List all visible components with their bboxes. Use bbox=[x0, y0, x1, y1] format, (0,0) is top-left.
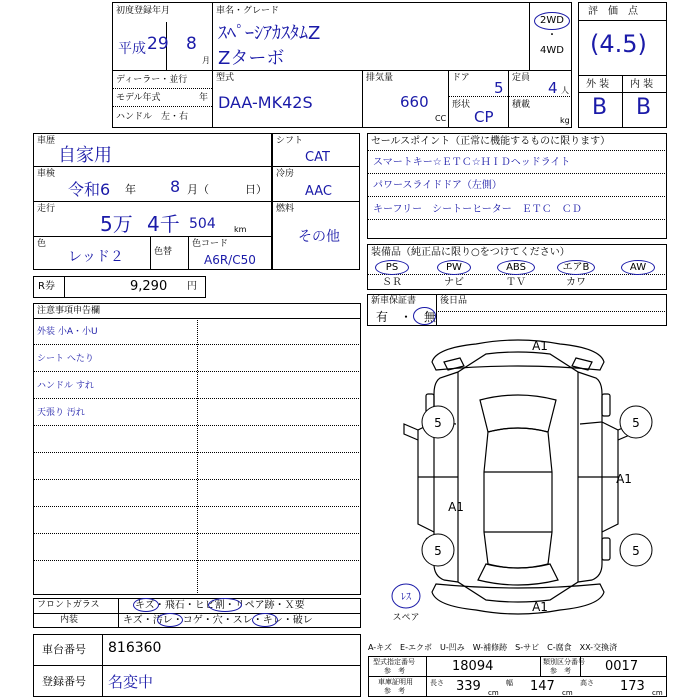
type-designation-value: 18094 bbox=[452, 659, 494, 674]
inspection-day-unit: 日） bbox=[245, 183, 267, 196]
spare-circled: ﾚｽ bbox=[401, 592, 411, 603]
cert-sub: 参 考 bbox=[384, 687, 405, 695]
displacement-value: 660 bbox=[400, 93, 429, 111]
width-unit: cm bbox=[562, 689, 573, 697]
history-value: 自家用 bbox=[58, 145, 112, 166]
recycle-value: 9,290 bbox=[130, 279, 168, 294]
shape-label: 形状 bbox=[452, 100, 471, 110]
color-value: レッド２ bbox=[68, 249, 124, 265]
damage-mark: A1 bbox=[616, 472, 632, 486]
katashiki-value: DAA-MK42S bbox=[218, 93, 313, 112]
cc-unit: CC bbox=[435, 114, 447, 123]
inspection-month: 8 bbox=[170, 177, 181, 196]
damage-mark: 5 bbox=[632, 544, 640, 558]
color-change-label: 色替 bbox=[154, 247, 173, 257]
note-line: 天張り 汚れ bbox=[37, 408, 85, 418]
interior-circle bbox=[157, 613, 183, 627]
sales-point-line: スマートキー☆ＥＴＣ☆ＨＩＤヘッドライト bbox=[373, 157, 571, 168]
drive-2wd: 2WD bbox=[540, 15, 564, 26]
sales-point-line: パワースライドドア（左側） bbox=[373, 180, 502, 191]
inspection-era: 令和6 bbox=[68, 180, 111, 199]
glass-circle bbox=[133, 598, 159, 612]
interior-label: 内 装 bbox=[630, 79, 654, 90]
equipment-label: 装備品（純正品に限り○をつけてください） bbox=[371, 247, 570, 258]
capacity-value: 4 bbox=[548, 79, 558, 97]
fuel-value: その他 bbox=[298, 229, 340, 245]
car-diagram bbox=[368, 332, 668, 622]
damage-mark: A1 bbox=[532, 339, 548, 353]
first-reg-month-unit: 月 bbox=[202, 56, 210, 65]
mileage-rest: 504 bbox=[189, 216, 216, 232]
score-label: 評 価 点 bbox=[588, 6, 638, 17]
model-year-unit: 年 bbox=[199, 93, 209, 103]
model-year-label: モデル年式 bbox=[116, 93, 161, 103]
load-label: 積載 bbox=[512, 100, 531, 110]
cooler-value: AAC bbox=[305, 184, 332, 199]
interior-circle bbox=[252, 613, 278, 627]
height-label: 高さ bbox=[580, 679, 594, 687]
handle-label: ハンドル 左・右 bbox=[116, 112, 189, 122]
interior-score: B bbox=[636, 95, 652, 120]
height-unit: cm bbox=[652, 689, 663, 697]
drive-dot: ・ bbox=[547, 30, 557, 41]
type-designation-label: 型式指定番号 bbox=[373, 658, 415, 666]
registration-label: 登録番号 bbox=[42, 675, 86, 688]
note-line: 外装 小A・小U bbox=[37, 327, 98, 337]
interior-row-text: キズ・汚レ・コゲ・穴・スレ・キレ・破レ bbox=[123, 615, 313, 626]
equip-airbag: エアB bbox=[562, 262, 590, 273]
door-label: ドア bbox=[452, 73, 470, 83]
registration-value: 名変中 bbox=[108, 673, 154, 691]
later-items-label: 後日品 bbox=[440, 296, 468, 306]
mileage-sen: 4千 bbox=[147, 212, 180, 236]
damage-mark: 5 bbox=[632, 416, 640, 430]
dealer-label: ディーラー・並行 bbox=[116, 75, 188, 85]
type-designation-sub: 参 考 bbox=[384, 667, 405, 675]
cert-label: 車庫証明用 bbox=[378, 678, 413, 686]
first-reg-label: 初度登録年月 bbox=[116, 6, 171, 16]
drive-4wd: 4WD bbox=[540, 45, 564, 56]
glass-circle bbox=[208, 598, 242, 612]
exterior-label: 外 装 bbox=[586, 79, 610, 90]
km-unit: km bbox=[234, 225, 247, 234]
score-value: (4.5) bbox=[590, 30, 647, 58]
width-label: 幅 bbox=[506, 679, 513, 687]
height-value: 173 bbox=[620, 679, 645, 694]
name-grade-label: 車名・グレード bbox=[216, 6, 280, 16]
note-line: シート へたり bbox=[37, 354, 94, 364]
glass-label: フロントガラス bbox=[37, 600, 100, 610]
notes-label: 注意事項申告欄 bbox=[37, 306, 101, 316]
damage-mark: 5 bbox=[434, 544, 442, 558]
inspection-year-unit: 年 bbox=[125, 183, 136, 196]
equip-aw: AW bbox=[629, 262, 647, 273]
shape-value: CP bbox=[474, 108, 494, 126]
shift-value: CAT bbox=[305, 150, 330, 165]
displacement-label: 排気量 bbox=[366, 73, 394, 83]
damage-mark: A1 bbox=[532, 600, 548, 614]
katashiki-label: 型式 bbox=[216, 73, 235, 83]
equip-tv: ＴＶ bbox=[506, 277, 526, 288]
legend-text: A-キズ E-エクボ U-凹み W-補修跡 S-サビ C-腐食 XX-交換済 bbox=[368, 643, 618, 652]
sales-points-label: セールスポイント（正常に機能するものに限ります） bbox=[371, 136, 611, 147]
mileage-label: 走行 bbox=[37, 204, 56, 214]
inspection-month-unit: 月（ bbox=[187, 183, 209, 196]
exterior-score: B bbox=[592, 95, 608, 120]
warranty-value: 有 ・ 無 bbox=[376, 310, 437, 324]
equip-ps: PS bbox=[385, 262, 399, 273]
equip-pw: PW bbox=[446, 262, 462, 273]
inspection-label: 車検 bbox=[37, 169, 56, 179]
first-reg-month: 8 bbox=[186, 34, 197, 54]
spare-label: スペア bbox=[392, 613, 420, 622]
category-label: 類別区分番号 bbox=[543, 658, 585, 666]
car-grade: Zターボ bbox=[218, 48, 285, 69]
first-reg-year: 29 bbox=[147, 34, 169, 54]
color-code-value: A6R/C50 bbox=[204, 253, 256, 267]
header-box bbox=[112, 2, 572, 128]
interior-row-label: 内装 bbox=[60, 615, 79, 625]
chassis-value: 816360 bbox=[108, 640, 162, 656]
mileage-man: 5万 bbox=[100, 212, 133, 236]
capacity-unit: 人 bbox=[561, 86, 569, 95]
length-value: 339 bbox=[456, 679, 481, 694]
car-name: ｽﾍﾟｰｼｱｶｽﾀﾑZ bbox=[218, 23, 321, 44]
door-value: 5 bbox=[494, 79, 504, 97]
category-value: 0017 bbox=[605, 659, 639, 674]
note-line: ハンドル すれ bbox=[37, 381, 94, 391]
load-unit: kg bbox=[560, 116, 570, 125]
equip-sr: ＳＲ bbox=[382, 277, 402, 288]
shift-label: シフト bbox=[276, 136, 304, 146]
length-unit: cm bbox=[488, 689, 499, 697]
first-reg-era: 平成 bbox=[118, 41, 146, 57]
color-label: 色 bbox=[37, 239, 47, 249]
recycle-box bbox=[33, 276, 206, 298]
glass-text: キズ・飛石・ヒビ割・リペア跡・Ｘ要 bbox=[135, 600, 305, 611]
recycle-unit: 円 bbox=[187, 281, 197, 292]
category-sub: 参 考 bbox=[550, 667, 571, 675]
width-value: 147 bbox=[530, 679, 555, 694]
capacity-label: 定員 bbox=[512, 73, 531, 83]
warranty-circle bbox=[413, 307, 436, 325]
damage-mark: A1 bbox=[448, 500, 464, 514]
recycle-label: R券 bbox=[38, 281, 55, 292]
sales-point-line: キーフリー シートーヒーター ＥＴＣ ＣＤ bbox=[373, 204, 582, 215]
chassis-label: 車台番号 bbox=[42, 643, 86, 656]
fuel-label: 燃料 bbox=[276, 204, 295, 214]
length-label: 長さ bbox=[430, 679, 444, 687]
history-label: 車歴 bbox=[37, 136, 56, 146]
color-code-label: 色コード bbox=[192, 239, 229, 249]
warranty-label: 新車保証書 bbox=[371, 296, 417, 306]
cooler-label: 冷房 bbox=[276, 169, 295, 179]
equip-navi: ナビ bbox=[444, 277, 464, 288]
damage-mark: 5 bbox=[434, 416, 442, 430]
equip-leather: カワ bbox=[566, 277, 586, 288]
equip-abs: ABS bbox=[506, 262, 526, 273]
